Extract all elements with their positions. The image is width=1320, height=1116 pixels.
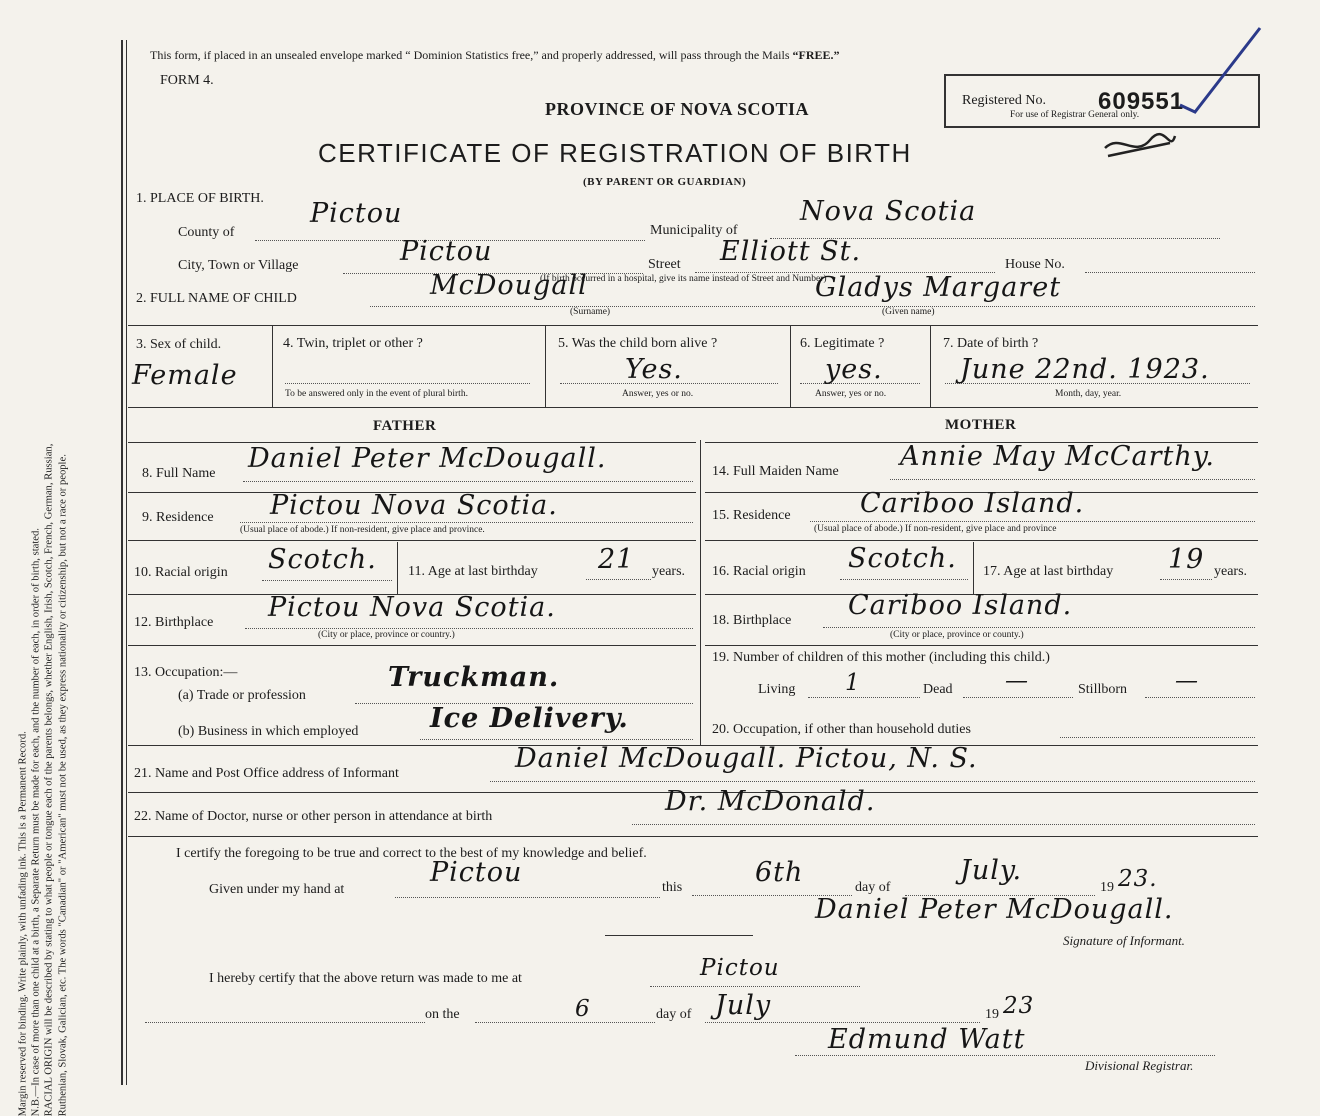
dob-value: June 22nd. 1923. xyxy=(960,354,1210,385)
city-value: Pictou xyxy=(400,236,493,267)
alive-caption: Answer, yes or no. xyxy=(622,389,694,399)
father-residence-label: 9. Residence xyxy=(142,510,214,525)
stillborn-label: Stillborn xyxy=(1078,682,1128,697)
this-label: this xyxy=(662,880,683,895)
registered-no-value: 609551 xyxy=(1098,88,1185,115)
binding-rule-inner xyxy=(126,40,127,1085)
father-trade-label: (a) Trade or profession xyxy=(178,688,306,703)
children-count-label: 19. Number of children of this mother (including this child.) xyxy=(712,650,1050,665)
father-birthplace-label: 12. Birthplace xyxy=(134,615,214,630)
father-business-label: (b) Business in which employed xyxy=(178,724,359,739)
informant-value: Daniel McDougall. Pictou, N. S. xyxy=(515,743,978,774)
child-given-value: Gladys Margaret xyxy=(815,272,1062,303)
dead-label: Dead xyxy=(923,682,953,697)
subtitle: (BY PARENT OR GUARDIAN) xyxy=(583,176,747,188)
informant-label: 21. Name and Post Office address of Informant xyxy=(134,766,399,781)
registrar-use-note: For use of Registrar General only. xyxy=(1010,110,1140,120)
province-heading: PROVINCE OF NOVA SCOTIA xyxy=(545,99,810,119)
margin-note-3: RACIAL ORIGIN will be described by stating to what people or tongue each of the parents belongs, whether English, Irish, Scotch, French, German, Russian, xyxy=(44,443,55,1116)
registrar-certify-text: I hereby certify that the above return was made to me at xyxy=(209,971,522,986)
child-surname-value: McDougall xyxy=(430,270,588,301)
margin-notes xyxy=(17,16,70,1116)
cert-year-value: 23. xyxy=(1118,866,1158,892)
registrar-year-value: 23 xyxy=(1003,993,1035,1019)
surname-caption: (Surname) xyxy=(570,307,611,317)
mother-name-value: Annie May McCarthy. xyxy=(900,441,1215,472)
form-number: FORM 4. xyxy=(160,73,214,88)
registrar-month-value: July xyxy=(715,990,772,1021)
city-label: City, Town or Village xyxy=(178,258,299,273)
father-racial-label: 10. Racial origin xyxy=(134,565,228,580)
given-place-value: Pictou xyxy=(430,857,523,888)
municipality-label: Municipality of xyxy=(650,223,738,238)
twin-note: To be answered only in the event of plural birth. xyxy=(285,389,468,399)
father-residence-value: Pictou Nova Scotia. xyxy=(270,490,558,521)
father-age-label: 11. Age at last birthday xyxy=(408,564,538,579)
doctor-value: Dr. McDonald. xyxy=(665,786,876,817)
registered-no-label: Registered No. xyxy=(962,93,1046,108)
father-occupation-label: 13. Occupation:— xyxy=(134,665,238,680)
sex-label: 3. Sex of child. xyxy=(136,337,222,352)
dead-value: — xyxy=(1005,668,1029,694)
street-label: Street xyxy=(648,257,681,272)
margin-note-2: N.B.—In case of more than one child at a birth, a Separate Return must be made for each, and the number of each, in order of birth, stated. xyxy=(30,528,42,1116)
alive-value: Yes. xyxy=(625,354,683,385)
child-name-label: 2. FULL NAME OF CHILD xyxy=(136,291,297,306)
scribble-mark xyxy=(1100,128,1180,163)
hospital-note: (If birth occurred in a hospital, give its name instead of Street and Number) xyxy=(540,274,827,284)
stillborn-value: — xyxy=(1175,668,1199,694)
mother-years: years. xyxy=(1214,564,1248,579)
father-racial-value: Scotch. xyxy=(268,544,377,575)
father-age-value: 21 xyxy=(598,544,635,575)
given-name-caption: (Given name) xyxy=(882,307,935,317)
mother-age-label: 17. Age at last birthday xyxy=(983,564,1114,579)
house-label: House No. xyxy=(1005,257,1065,272)
father-name-value: Daniel Peter McDougall. xyxy=(248,443,607,474)
dob-caption: Month, day, year. xyxy=(1055,389,1122,399)
father-residence-caption: (Usual place of abode.) If non-resident, give place and province. xyxy=(240,525,485,535)
father-trade-value: Truckman. xyxy=(388,662,560,693)
mother-residence-caption: (Usual place of abode.) If non-resident, give place and province xyxy=(814,524,1057,534)
sex-value: Female xyxy=(132,360,238,391)
mother-racial-value: Scotch. xyxy=(848,543,957,574)
certify-text: I certify the foregoing to be true and correct to the best of my knowledge and belief. xyxy=(176,846,647,861)
mother-birthplace-value: Cariboo Island. xyxy=(848,590,1073,621)
mother-occupation-label: 20. Occupation, if other than household duties xyxy=(712,722,971,737)
checkmark-stamp xyxy=(1160,20,1270,120)
mother-birthplace-caption: (City or place, province or county.) xyxy=(890,630,1024,640)
mail-notice: This form, if placed in an unsealed envelope marked “ Dominion Statistics free,” and properly addressed, will pass through the Mails “FREE.” xyxy=(150,48,840,62)
registrar-place-value: Pictou xyxy=(700,955,780,981)
legitimate-label: 6. Legitimate ? xyxy=(800,336,885,351)
informant-signature: Daniel Peter McDougall. xyxy=(815,894,1174,925)
county-value: Pictou xyxy=(310,198,403,229)
registrar-signature: Edmund Watt xyxy=(828,1024,1026,1055)
cert-day-of-label: day of xyxy=(855,880,891,895)
binding-rule xyxy=(121,40,123,1085)
on-the-label: on the xyxy=(425,1007,460,1022)
doctor-label: 22. Name of Doctor, nurse or other person in attendance at birth xyxy=(134,809,493,824)
cert-year-prefix: 19 xyxy=(1100,880,1114,895)
cert-month-value: July. xyxy=(960,855,1023,886)
father-heading: FATHER xyxy=(373,418,437,434)
father-birthplace-value: Pictou Nova Scotia. xyxy=(268,592,556,623)
alive-label: 5. Was the child born alive ? xyxy=(558,336,718,351)
father-years: years. xyxy=(652,564,686,579)
registrar-year-prefix: 19 xyxy=(985,1007,999,1022)
registrar-day-value: 6 xyxy=(575,996,591,1022)
father-name-label: 8. Full Name xyxy=(142,466,216,481)
informant-signature-caption: Signature of Informant. xyxy=(1063,933,1185,948)
legitimate-caption: Answer, yes or no. xyxy=(815,389,887,399)
twin-label: 4. Twin, triplet or other ? xyxy=(283,336,423,351)
father-business-value: Ice Delivery. xyxy=(430,703,629,734)
mother-birthplace-label: 18. Birthplace xyxy=(712,613,792,628)
mother-name-label: 14. Full Maiden Name xyxy=(712,464,839,479)
county-label: County of xyxy=(178,225,235,240)
given-under-label: Given under my hand at xyxy=(209,882,345,897)
street-value: Elliott St. xyxy=(720,236,862,267)
living-label: Living xyxy=(758,682,796,697)
registrar-caption: Divisional Registrar. xyxy=(1085,1058,1194,1073)
registrar-day-of-label: day of xyxy=(656,1007,692,1022)
cert-day-value: 6th xyxy=(755,857,804,888)
mother-age-value: 19 xyxy=(1168,544,1205,575)
dob-label: 7. Date of birth ? xyxy=(943,336,1039,351)
mother-residence-value: Cariboo Island. xyxy=(860,488,1085,519)
page-title: CERTIFICATE OF REGISTRATION OF BIRTH xyxy=(318,138,912,168)
father-birthplace-caption: (City or place, province or country.) xyxy=(318,630,455,640)
place-of-birth-label: 1. PLACE OF BIRTH. xyxy=(136,191,264,206)
margin-note-1: Margin reserved for binding. Write plainly, with unfading ink. This is a Permanent Record. xyxy=(17,731,29,1116)
mother-residence-label: 15. Residence xyxy=(712,508,791,523)
margin-note-4: Ruthenian, Slovak, Galician, etc. The words "Canadian" or "American" must not be used, as they express nationality or citizenship, but not a race or people. xyxy=(57,454,69,1116)
legitimate-value: yes. xyxy=(825,354,883,385)
municipality-value: Nova Scotia xyxy=(800,196,977,227)
mother-heading: MOTHER xyxy=(945,417,1017,433)
mother-racial-label: 16. Racial origin xyxy=(712,564,806,579)
living-value: 1 xyxy=(845,670,861,696)
